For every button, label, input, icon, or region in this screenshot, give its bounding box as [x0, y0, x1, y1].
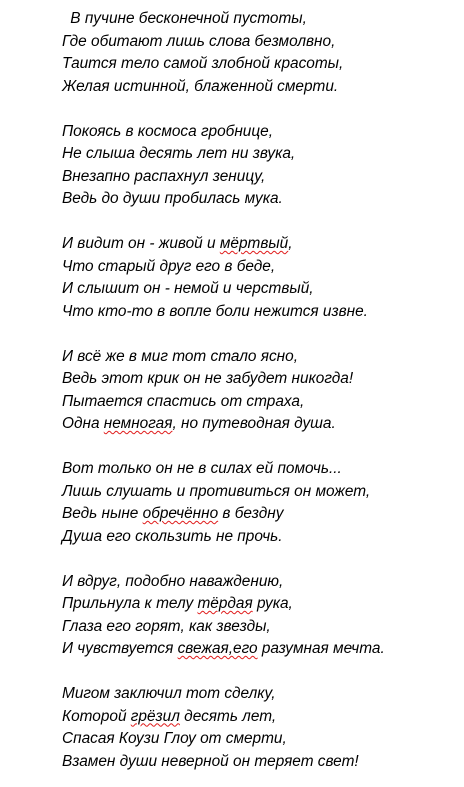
line-text: Взамен души неверной он теряет свет!: [62, 752, 359, 770]
line-text: Которой: [62, 707, 131, 725]
poem-line: [62, 751, 359, 773]
poem-line: [62, 413, 336, 435]
line-text: Где обитают лишь слова безмолвно,: [62, 32, 336, 50]
poem-line: [62, 53, 343, 75]
line-text: Не слыша десять лет ни звука,: [62, 145, 296, 162]
line-text: Таится тело самой злобной красоты,: [62, 55, 344, 72]
poem-line: [62, 683, 275, 705]
line-text: Прильнула к телу: [62, 595, 198, 612]
spellcheck-flagged-word: грёзил: [130, 707, 180, 725]
poem-line: [62, 301, 368, 323]
line-text: рука,: [252, 595, 293, 612]
line-text: Одна: [62, 415, 104, 432]
line-text: , но путеводная душа.: [172, 415, 336, 432]
poem-line: [62, 571, 283, 593]
line-text: ,: [288, 235, 293, 252]
line-text: десять лет,: [179, 707, 277, 725]
spellcheck-flagged-word: свежая,его: [177, 640, 258, 657]
line-text: И чувствуется: [62, 640, 178, 657]
line-text: Внезапно распахнул зеницу,: [62, 167, 266, 185]
poem-line: [62, 256, 275, 278]
spellcheck-flagged-word: тёрдая: [197, 595, 253, 612]
poem-line: [62, 31, 335, 53]
line-text: Покоясь в космоса гробнице,: [62, 122, 273, 140]
poem-line: [62, 166, 265, 188]
line-text: И всё же в миг тот стало ясно,: [62, 347, 298, 365]
poem-line: [62, 368, 353, 390]
spellcheck-flagged-word: мёртвый: [219, 235, 289, 252]
poem-line: [62, 278, 314, 300]
spellcheck-flagged-word: обречённо: [142, 505, 219, 522]
poem-line: [62, 121, 273, 143]
poem-line: [62, 458, 342, 480]
line-text: Что старый друг его в беде,: [62, 257, 276, 275]
poem-line: [62, 76, 338, 98]
poem-line: [62, 728, 287, 750]
line-text: Душа его скользить не прочь.: [62, 527, 283, 545]
line-text: И видит он - живой и: [62, 235, 220, 252]
line-text: И слышит он - немой и черствый,: [62, 280, 314, 297]
poem-line: [62, 143, 295, 165]
poem-line: [62, 188, 283, 210]
poem-line: [66, 8, 307, 30]
line-text: Мигом заключил тот сделку,: [62, 685, 276, 702]
poem-line: [62, 638, 385, 660]
line-text: Вот только он не в силах ей помочь...: [62, 460, 342, 477]
poem-line: [62, 346, 298, 368]
line-text: разумная мечта.: [257, 640, 385, 657]
poem-line: [62, 526, 283, 548]
line-text: Ведь ныне: [62, 505, 143, 522]
poem-line: [62, 503, 283, 525]
line-text: И вдруг, подобно наваждению,: [62, 572, 284, 590]
line-text: Глаза его горят, как звезды,: [62, 617, 271, 635]
poem-line: [62, 391, 304, 413]
poem-line: [62, 706, 276, 728]
line-text: В пучине бесконечной пустоты,: [66, 10, 307, 27]
line-text: Пытается спастись от страха,: [62, 392, 305, 410]
line-text: Ведь этот крик он не забудет никогда!: [62, 370, 354, 387]
spellcheck-flagged-word: немногая: [103, 415, 173, 432]
line-text: Лишь слушать и противиться он может,: [62, 482, 371, 500]
line-text: Спасая Коузи Глоу от смерти,: [62, 730, 287, 747]
poem-line: [62, 616, 271, 638]
poem-line: [62, 481, 370, 503]
line-text: в бездну: [218, 505, 284, 522]
poem-line: [62, 593, 293, 615]
poem-line: [62, 233, 293, 255]
line-text: Ведь до души пробилась мука.: [62, 190, 283, 207]
line-text: Что кто-то в вопле боли нежится извне.: [62, 302, 368, 320]
line-text: Желая истинной, блаженной смерти.: [62, 77, 339, 95]
